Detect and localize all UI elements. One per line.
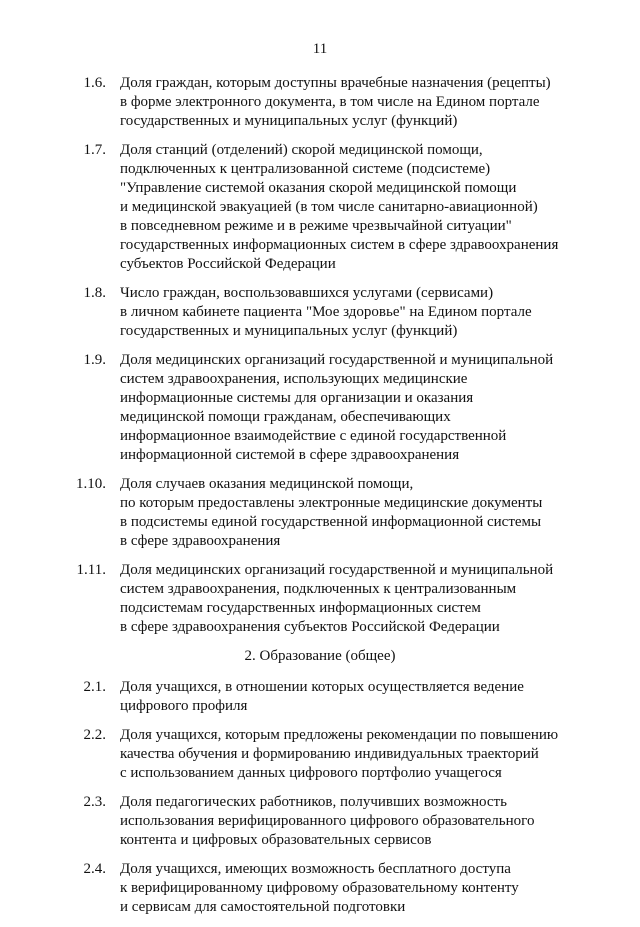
indicator-text-line: к верифицированному цифровому образовательному контенту [120,880,519,896]
indicator-text-line: цифрового профиля [120,698,248,714]
page-number: 11 [312,41,328,57]
indicator-text-line: и медицинской эвакуацией (в том числе санитарно-авиационной) [120,199,538,215]
indicator-text-line: Доля учащихся, которым предложены рекомендации по повышению [120,727,559,743]
indicator-item [0,475,640,551]
indicator-text-line: Доля станций (отделений) скорой медицинской помощи, [120,142,483,158]
indicator-text-line: в сфере здравоохранения [120,533,281,549]
indicator-text-line: систем здравоохранения, использующих медицинские [120,371,468,387]
indicator-text [120,141,570,274]
indicator-text-line: подключенных к централизованной системе (подсистеме) [120,161,491,177]
indicator-text-line: субъектов Российской Федерации [120,256,336,272]
indicator-text [120,74,570,131]
indicator-text [120,860,570,917]
indicator-number: 1.8. [83,285,106,301]
document-body [0,74,640,927]
indicator-item [0,793,640,850]
indicator-text-line: Доля медицинских организаций государственной и муниципальной [120,562,554,578]
health-indicators-list [0,74,640,637]
indicator-text-line: в личном кабинете пациента "Мое здоровье" на Едином портале [120,304,532,320]
indicator-text-line: "Управление системой оказания скорой медицинской помощи [120,180,517,196]
indicator-item [0,860,640,917]
indicator-text-line: государственных и муниципальных услуг (функций) [120,113,458,129]
indicator-text-line: государственных информационных систем в сфере здравоохранения [120,237,559,253]
indicator-text-line: подсистемам государственных информационных систем [120,600,481,616]
indicator-text-line: Доля граждан, которым доступны врачебные назначения (рецепты) [120,75,551,91]
indicator-text-line: Доля учащихся, в отношении которых осуществляется ведение [120,679,524,695]
indicator-number: 1.10. [76,476,106,492]
indicator-text-line: в повседневном режиме и в режиме чрезвычайной ситуации" [120,218,512,234]
indicator-item [0,678,640,716]
indicator-text-line: и сервисам для самостоятельной подготовки [120,899,406,915]
indicator-number: 1.9. [83,352,106,368]
indicator-text-line: Доля медицинских организаций государственной и муниципальной [120,352,554,368]
indicator-number: 1.6. [83,75,106,91]
section-heading: 2. Образование (общее) [244,648,396,664]
indicator-text-line: в сфере здравоохранения субъектов Российской Федерации [120,619,500,635]
indicator-text-line: систем здравоохранения, подключенных к централизованным [120,581,517,597]
indicator-text [120,284,570,341]
education-indicators-list [0,678,640,917]
indicator-text-line: по которым предоставлены электронные медицинские документы [120,495,543,511]
indicator-number: 2.1. [83,679,106,695]
indicator-text-line: в форме электронного документа, в том числе на Едином портале [120,94,540,110]
indicator-text-line: Доля случаев оказания медицинской помощи, [120,476,414,492]
indicator-text-line: информационной системой в сфере здравоохранения [120,447,460,463]
indicator-item [0,284,640,341]
indicator-number: 2.3. [83,794,106,810]
indicator-number: 1.11. [76,562,106,578]
indicator-text-line: Число граждан, воспользовавшихся услугами (сервисами) [120,285,494,301]
indicator-number: 2.2. [83,727,106,743]
indicator-number: 1.7. [83,142,106,158]
indicator-text-line: Доля педагогических работников, получивших возможность [120,794,507,810]
indicator-text [120,726,570,783]
indicator-item [0,351,640,465]
indicator-text-line: Доля учащихся, имеющих возможность бесплатного доступа [120,861,511,877]
indicator-text-line: медицинской помощи гражданам, обеспечивающих [120,409,451,425]
indicator-text [120,793,570,850]
indicator-text [120,475,570,551]
indicator-text-line: использования верифицированного цифрового образовательного [120,813,535,829]
indicator-text-line: информационные системы для организации и оказания [120,390,474,406]
indicator-text [120,561,570,637]
indicator-text-line: информационное взаимодействие с единой государственной [120,428,507,444]
indicator-text-line: качества обучения и формированию индивидуальных траекторий [120,746,539,762]
indicator-text-line: с использованием данных цифрового портфолио учащегося [120,765,502,781]
indicator-item [0,74,640,131]
indicator-item [0,561,640,637]
indicator-item [0,726,640,783]
indicator-number: 2.4. [83,861,106,877]
indicator-text-line: контента и цифровых образовательных сервисов [120,832,432,848]
indicator-text [120,351,570,465]
indicator-text-line: в подсистемы единой государственной информационной системы [120,514,542,530]
indicator-text [120,678,570,716]
indicator-item [0,141,640,274]
indicator-text-line: государственных и муниципальных услуг (функций) [120,323,458,339]
